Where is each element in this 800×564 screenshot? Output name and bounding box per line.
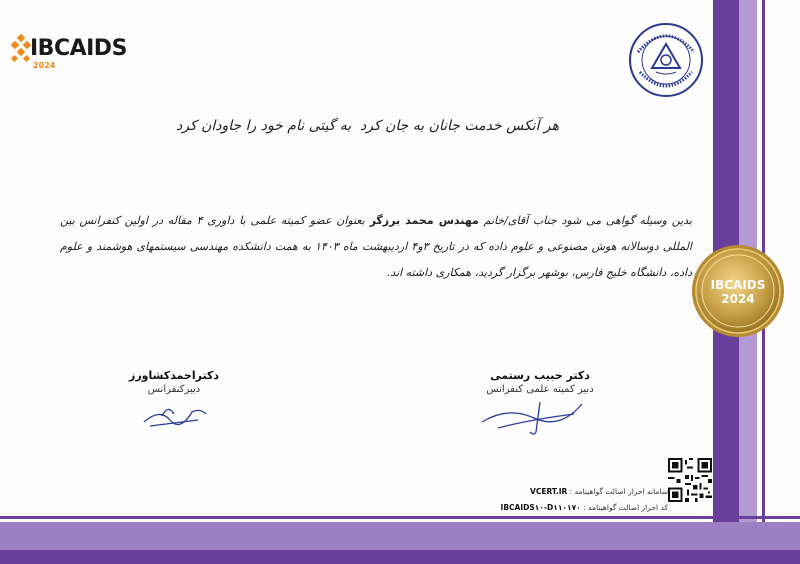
verification-site-label: سامانه احراز اصالت گواهینامه : <box>569 487 668 496</box>
university-seal-icon <box>628 22 704 98</box>
signer-title-left: دبیرکنفرانس <box>147 384 201 395</box>
verification-site-value[interactable]: VCERT.IR <box>530 487 568 496</box>
verification-site-row <box>500 484 668 500</box>
bottom-band-light <box>0 522 800 550</box>
qr-code-icon[interactable] <box>668 458 712 502</box>
logo-year: 2024 <box>33 61 56 70</box>
signature-scrawl-right <box>478 392 588 438</box>
verification-code-label: کد احراز اصالت گواهینامه : <box>583 503 668 512</box>
bottom-band-dark <box>0 550 800 564</box>
signer-title-right: دبیر کمیته علمی کنفرانس <box>486 384 594 395</box>
signature-scrawl-left <box>140 400 210 430</box>
body-details: بعنوان عضو کمیته علمی با داوری ۴ مقاله در اولین کنفرانس بین المللی دوسالانه هوش مصنوعی و علوم داده که در تاریخ ۳و۴ اردیبهشت ماه ۱۴۰۳ به همت دانشکده مهندسی سیستمهای هوشمند و علوم داده، دانشگاه خلیج فارس، بوشهر برگزار گردید، همکاری داشته اند. <box>60 214 692 279</box>
body-intro: بدین وسیله گواهی می شود جناب آقای/خانم <box>483 214 692 227</box>
poem-verse-right: هر آنکس خدمت جانان به جان کرد <box>360 118 560 134</box>
recipient-name: مهندس محمد برزگر <box>369 214 479 227</box>
certificate-body <box>60 208 692 286</box>
poem-verse-left: به گیتی نام خود را جاودان کرد <box>176 118 352 134</box>
signature-block-left <box>118 369 230 395</box>
verification-info <box>500 484 668 516</box>
logo-name: IBCAIDS <box>30 36 127 61</box>
medal-name: IBCAIDS <box>710 278 766 292</box>
gold-medal-icon <box>690 243 786 339</box>
signer-name-right: دکتر حبیب رستمی <box>490 369 590 382</box>
bottom-band-thin <box>0 516 800 519</box>
medal-year: 2024 <box>721 292 755 306</box>
verification-code-row <box>500 500 668 516</box>
signer-name-left: دکتراحمدکشاورز <box>128 369 220 382</box>
verification-code-value: IBCAIDS۱۰-D۱۱۰۱۷۰ <box>500 503 581 512</box>
